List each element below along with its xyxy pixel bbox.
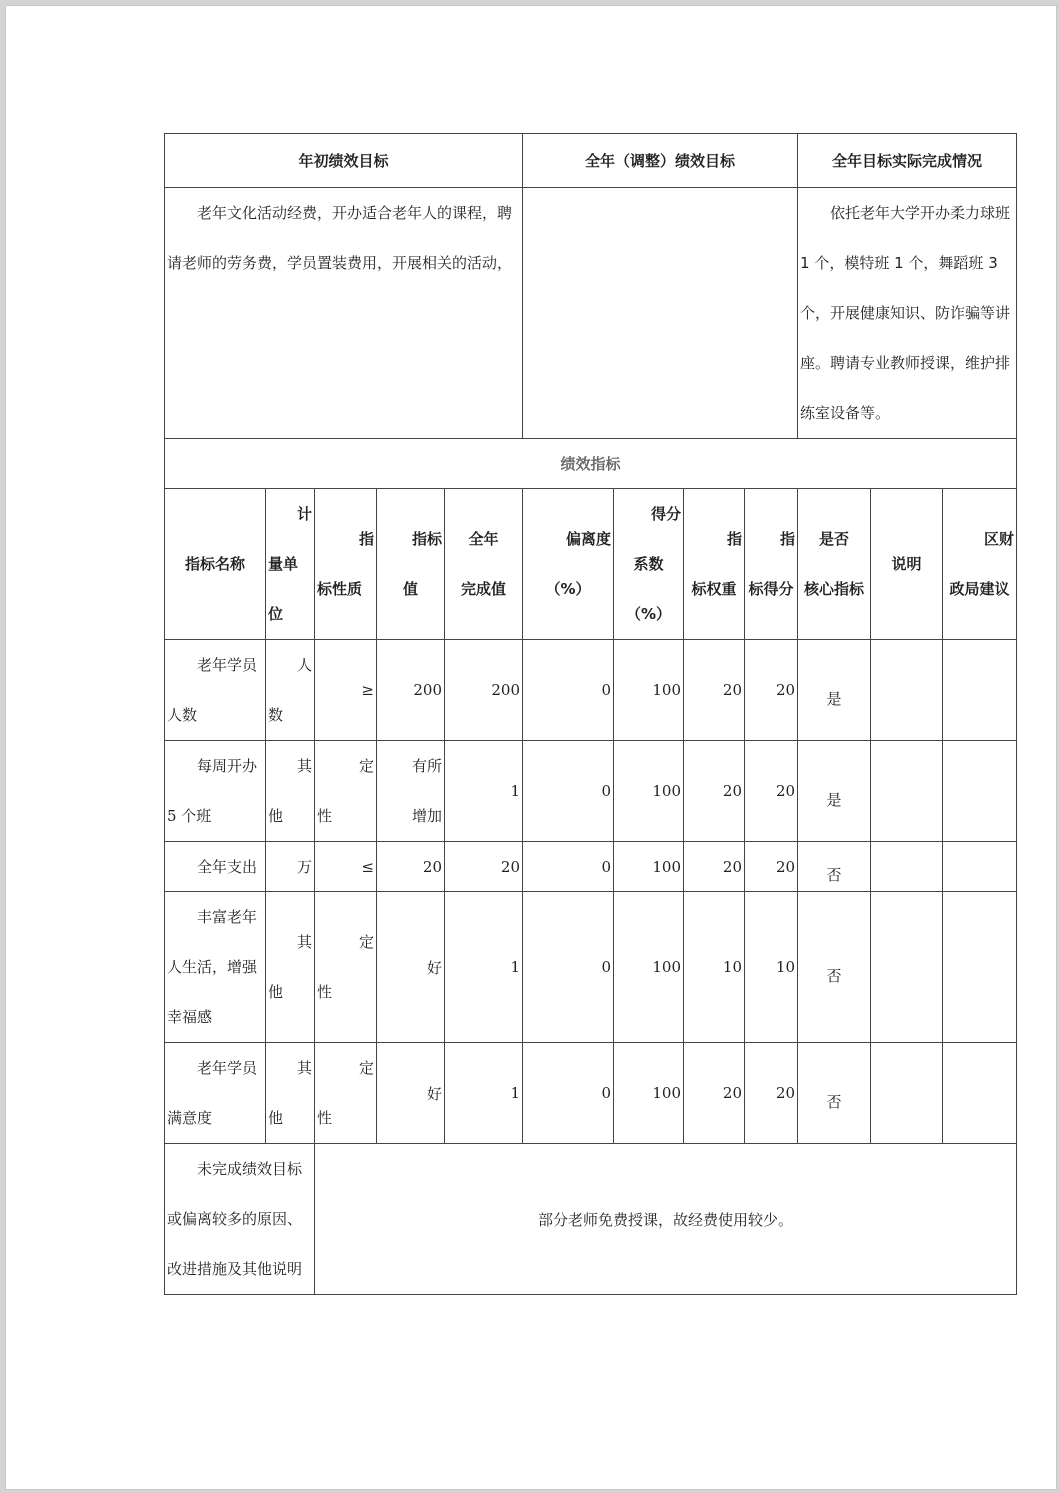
core-flag: 否 [798, 892, 871, 1043]
actual-completion-text: 依托老年大学开办柔力球班 1 个，模特班 1 个，舞蹈班 3 个，开展健康知识、防诈骗等讲座。聘请专业教师授课，维护排练室设备等。 [800, 204, 1011, 422]
weight: 20 [684, 1043, 745, 1144]
col-advice-line1: 区财 [984, 530, 1015, 548]
col-advice-line2: 政局建议 [949, 580, 1010, 598]
col-nature-line2: 标性质 [317, 580, 363, 598]
unit [266, 892, 315, 1043]
done-value: 1 [445, 1043, 523, 1144]
score: 20 [745, 1043, 798, 1144]
unit [266, 640, 315, 741]
nature-line1: 定 [358, 933, 374, 951]
initial-goal-header: 年初绩效目标 [165, 134, 523, 188]
col-coefficient-line1: 得分 [651, 505, 682, 523]
unit-line2: 他 [268, 1109, 284, 1127]
indicator-name-line2: 5 个班 [167, 807, 212, 825]
indicator-name-line1: 老年学员 [197, 656, 258, 674]
column-header-row [165, 489, 1017, 640]
unit: 万 [266, 842, 315, 892]
indicator-name [165, 1043, 266, 1144]
advice [943, 892, 1017, 1043]
target-value: 好 [377, 892, 445, 1043]
nature-line2: 性 [317, 807, 333, 825]
note [871, 842, 943, 892]
unit-line2: 他 [268, 807, 284, 825]
table-row [165, 1043, 1017, 1144]
deviation: 0 [523, 842, 614, 892]
col-core-line1: 是否 [819, 530, 850, 548]
col-value [377, 489, 445, 640]
table-row [165, 892, 1017, 1043]
unit [266, 741, 315, 842]
score: 20 [745, 741, 798, 842]
indicator-name [165, 640, 266, 741]
col-coefficient-line2: 系数（%） [626, 555, 672, 623]
col-nature [315, 489, 377, 640]
note [871, 640, 943, 741]
deviation: 0 [523, 1043, 614, 1144]
footer-row [165, 1144, 1017, 1295]
coefficient: 100 [614, 640, 684, 741]
target-value: 好 [377, 1043, 445, 1144]
note [871, 741, 943, 842]
indicator-name-line1: 每周开办 [197, 757, 258, 775]
coefficient: 100 [614, 1043, 684, 1144]
note [871, 892, 943, 1043]
col-unit [266, 489, 315, 640]
col-value-line1: 指标 [411, 530, 442, 548]
score: 20 [745, 640, 798, 741]
col-indicator-name: 指标名称 [165, 489, 266, 640]
nature-line1: 定 [358, 757, 374, 775]
col-nature-line1: 指 [358, 530, 374, 548]
target-value [377, 741, 445, 842]
indicator-name-line2: 人生活，增强 [167, 958, 258, 976]
advice [943, 741, 1017, 842]
core-flag: 是 [798, 640, 871, 741]
nature [315, 1043, 377, 1144]
col-weight [684, 489, 745, 640]
unit [266, 1043, 315, 1144]
deviation: 0 [523, 640, 614, 741]
nature-line1: 定 [358, 1059, 374, 1077]
advice [943, 842, 1017, 892]
col-score-line2: 标得分 [748, 580, 794, 598]
target-value-line1: 有所 [411, 757, 442, 775]
weight: 20 [684, 741, 745, 842]
adjusted-goal-cell [523, 188, 798, 439]
actual-completion-header: 全年目标实际完成情况 [798, 134, 1017, 188]
document-page [5, 5, 1057, 1490]
indicator-name-line3: 幸福感 [167, 1008, 213, 1026]
target-value: 200 [377, 640, 445, 741]
unit-line2: 数 [268, 706, 284, 724]
col-note: 说明 [871, 489, 943, 640]
weight: 20 [684, 640, 745, 741]
indicator-name-line2: 人数 [167, 706, 198, 724]
col-advice [943, 489, 1017, 640]
nature: ≤ [315, 842, 377, 892]
nature [315, 741, 377, 842]
unit-line2: 他 [268, 983, 284, 1001]
core-flag: 否 [798, 1043, 871, 1144]
done-value: 20 [445, 842, 523, 892]
done-value: 1 [445, 892, 523, 1043]
deviation: 0 [523, 892, 614, 1043]
col-unit-line2: 量单位 [268, 555, 299, 623]
nature [315, 892, 377, 1043]
indicator-name-line2: 满意度 [167, 1109, 213, 1127]
indicator-name-line1: 丰富老年 [197, 908, 258, 926]
section-title-row [165, 439, 1017, 489]
target-value: 20 [377, 842, 445, 892]
nature: ≥ [315, 640, 377, 741]
unit-line1: 人 [296, 656, 312, 674]
score: 10 [745, 892, 798, 1043]
coefficient: 100 [614, 741, 684, 842]
section-title: 绩效指标 [165, 439, 1017, 489]
footer-label-line2: 或偏离较多的原因、 [167, 1210, 303, 1228]
weight: 20 [684, 842, 745, 892]
indicator-name: 全年支出 [165, 842, 266, 892]
indicator-name [165, 741, 266, 842]
nature-line2: 性 [317, 1109, 333, 1127]
col-score [745, 489, 798, 640]
nature-line2: 性 [317, 983, 333, 1001]
unit-line1: 其 [296, 757, 312, 775]
footer-label [165, 1144, 315, 1295]
deviation: 0 [523, 741, 614, 842]
target-value-line2: 增加 [411, 807, 442, 825]
col-coefficient [614, 489, 684, 640]
col-deviation-line1: 偏离度 [566, 530, 612, 548]
unit-line1: 其 [296, 1059, 312, 1077]
core-flag: 否 [798, 842, 871, 892]
unit-line1: 其 [296, 933, 312, 951]
advice [943, 1043, 1017, 1144]
col-done-line1: 全年 [468, 530, 499, 548]
footer-explanation: 部分老师免费授课，故经费使用较少。 [315, 1144, 1017, 1295]
col-score-line1: 指 [780, 530, 796, 548]
adjusted-goal-header: 全年（调整）绩效目标 [523, 134, 798, 188]
weight: 10 [684, 892, 745, 1043]
table-row [165, 842, 1017, 892]
col-unit-line1: 计 [296, 505, 312, 523]
col-weight-line1: 指 [727, 530, 743, 548]
col-deviation-line2: （%） [545, 580, 591, 598]
goals-header-row [165, 134, 1017, 188]
done-value: 1 [445, 741, 523, 842]
core-flag: 是 [798, 741, 871, 842]
actual-completion-cell [798, 188, 1017, 439]
table-row [165, 741, 1017, 842]
col-value-line2: 值 [402, 580, 418, 598]
score: 20 [745, 842, 798, 892]
coefficient: 100 [614, 892, 684, 1043]
footer-label-line3: 改进措施及其他说明 [167, 1260, 303, 1278]
advice [943, 640, 1017, 741]
col-done-line2: 完成值 [461, 580, 507, 598]
goals-content-row [165, 188, 1017, 439]
initial-goal-text: 老年文化活动经费，开办适合老年人的课程，聘请老师的劳务费，学员置装费用，开展相关的活动， [167, 204, 513, 272]
col-done [445, 489, 523, 640]
footer-label-line1: 未完成绩效目标 [197, 1160, 303, 1178]
done-value: 200 [445, 640, 523, 741]
coefficient: 100 [614, 842, 684, 892]
col-weight-line2: 标权重 [691, 580, 737, 598]
indicator-name [165, 892, 266, 1043]
note [871, 1043, 943, 1144]
col-core-line2: 核心指标 [804, 580, 865, 598]
indicator-name-line1: 老年学员 [197, 1059, 258, 1077]
col-deviation [523, 489, 614, 640]
performance-table [164, 133, 1017, 1295]
col-core [798, 489, 871, 640]
initial-goal-cell [165, 188, 523, 439]
table-row [165, 640, 1017, 741]
